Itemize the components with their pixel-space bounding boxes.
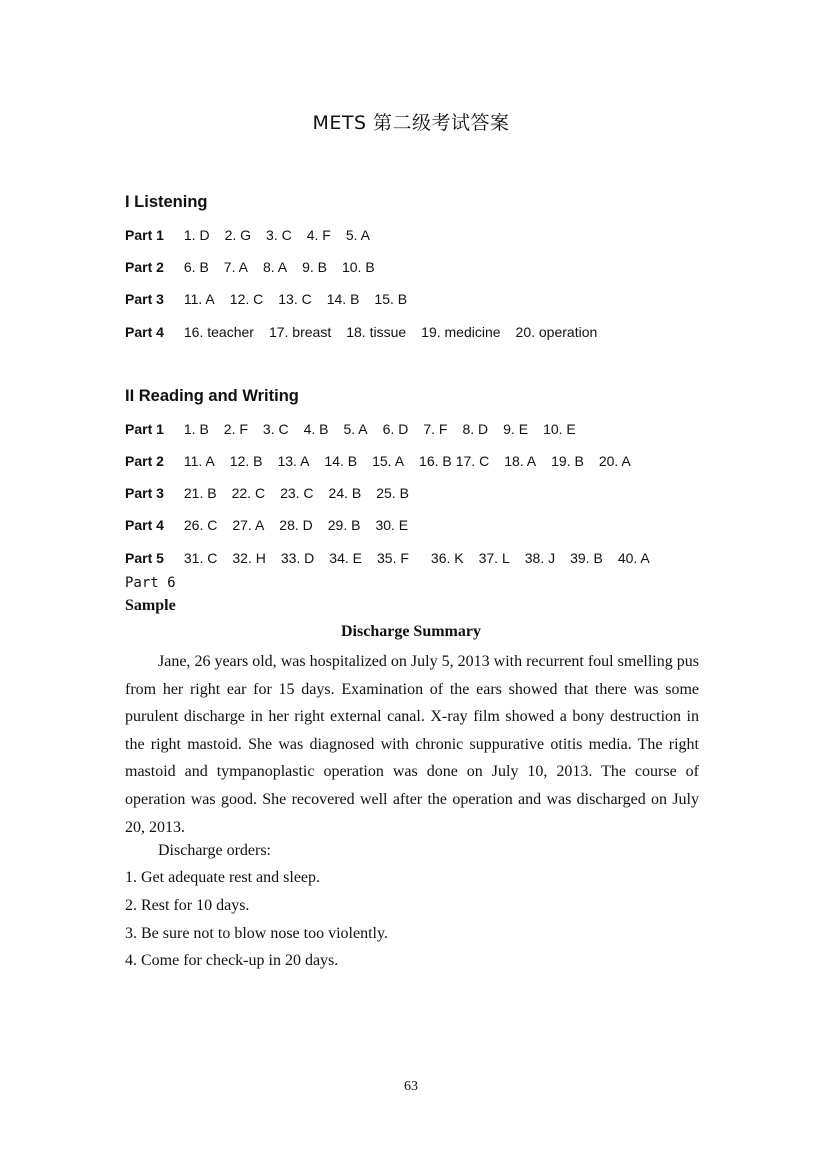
summary-paragraph: Jane, 26 years old, was hospitalized on July 5, 2013 with recurrent foul smelling pus from her right ear for 15 days. Examination of the ears showed that there was some purulent discharge in her right external canal. X-ray film showed a bony destruction in the right mastoid. She was diagnosed with chronic suppurative otitis media. The right mastoid and tympanoplastic operation was done on July 10, 2013. The course of operation was good. She recovered well after the operation and was discharged on July 20, 2013.	[125, 653, 699, 836]
answer: 17. breast	[268, 324, 332, 340]
part-label: Part 2	[125, 259, 164, 275]
answer: 13. A	[277, 453, 310, 469]
page-number: 63	[404, 1079, 418, 1094]
part-label: Part 5	[125, 550, 164, 566]
answer: 19. medicine	[421, 324, 501, 340]
answer: 29. B	[327, 517, 361, 533]
answer: 8. D	[462, 421, 489, 437]
answer: 3. C	[262, 421, 289, 437]
listening-heading: I Listening	[125, 193, 208, 211]
answer: 36. K	[430, 550, 464, 566]
answer: 11. A	[183, 291, 215, 307]
answer: 33. D	[280, 550, 315, 566]
answer: 38. J	[524, 550, 556, 566]
answer: 1. B	[183, 421, 209, 437]
answer: 5. A	[345, 227, 370, 243]
answer: 5. A	[343, 421, 368, 437]
answer: 16. B	[419, 453, 452, 469]
answer: 11. A	[183, 453, 215, 469]
discharge-orders-heading: Discharge orders:	[158, 842, 271, 859]
answer: 9. B	[302, 259, 327, 275]
reading-part-4-row	[125, 517, 423, 537]
answer: 16. teacher	[183, 324, 254, 340]
answer: 13. C	[278, 291, 312, 307]
listening-part-3-row	[125, 291, 422, 311]
answer: 4. F	[306, 227, 331, 243]
answer: 12. B	[229, 453, 263, 469]
reading-part-2-row	[125, 453, 646, 473]
summary-title: Discharge Summary	[341, 623, 481, 640]
discharge-order-item: 2. Rest for 10 days.	[125, 897, 250, 914]
answer: 37. L	[478, 550, 510, 566]
answer: 12. C	[229, 291, 264, 307]
answer: 14. B	[324, 453, 358, 469]
discharge-order-item: 4. Come for check-up in 20 days.	[125, 952, 339, 969]
answer: 15. A	[372, 453, 405, 469]
answer: 34. E	[329, 550, 362, 566]
part-label: Part 1	[125, 227, 164, 243]
answer: 10. B	[341, 259, 375, 275]
answer: 15. B	[374, 291, 408, 307]
discharge-order-item: 3. Be sure not to blow nose too violently.	[125, 925, 388, 942]
answer: 18. tissue	[346, 324, 407, 340]
answer: 7. F	[423, 421, 448, 437]
answer: 2. F	[223, 421, 248, 437]
answer: 20. operation	[515, 324, 598, 340]
answer: 22. C	[231, 485, 266, 501]
answer: 39. B	[570, 550, 603, 566]
answer: 26. C	[183, 517, 218, 533]
part-label: Part 2	[125, 453, 164, 469]
answer: 40. A	[617, 550, 650, 566]
answer: 6. D	[382, 421, 409, 437]
answer: 10. E	[543, 421, 576, 437]
part-label: Part 3	[125, 485, 164, 501]
listening-part-2-row	[125, 259, 390, 279]
answer: 2. G	[224, 227, 252, 243]
answer: 20. A	[598, 453, 631, 469]
reading-part-3-row	[125, 485, 424, 505]
answer: 1. D	[183, 227, 210, 243]
answer: 23. C	[280, 485, 314, 501]
answer: 9. E	[503, 421, 529, 437]
answer: 21. B	[183, 485, 217, 501]
answer: 28. D	[279, 517, 313, 533]
answer: 3. C	[266, 227, 292, 243]
summary-body	[125, 648, 699, 841]
reading-part-5-row	[125, 550, 665, 570]
reading-part-1-row	[125, 421, 591, 441]
answer: 31. C	[183, 550, 218, 566]
answer: 14. B	[326, 291, 360, 307]
discharge-order-item: 1. Get adequate rest and sleep.	[125, 869, 321, 886]
answer: 30. E	[375, 517, 409, 533]
part-label: Part 4	[125, 517, 164, 533]
answer: 7. A	[223, 259, 248, 275]
part-label: Part 1	[125, 421, 164, 437]
answer: 4. B	[303, 421, 329, 437]
reading-writing-heading: II Reading and Writing	[125, 387, 299, 405]
answer: 24. B	[328, 485, 362, 501]
answer: 19. B	[551, 453, 584, 469]
part-6-label: Part 6	[125, 575, 176, 591]
listening-part-1-row	[125, 227, 385, 247]
part-label: Part 4	[125, 324, 164, 340]
answer: 25. B	[376, 485, 409, 501]
answer: 8. A	[262, 259, 288, 275]
answer: 32. H	[232, 550, 266, 566]
answer: 6. B	[183, 259, 209, 275]
answer: 17. C	[455, 453, 490, 469]
answer: 27. A	[232, 517, 265, 533]
answer: 18. A	[504, 453, 537, 469]
part-label: Part 3	[125, 291, 164, 307]
sample-label: Sample	[125, 597, 176, 614]
page-title: METS 第二级考试答案	[312, 112, 510, 134]
listening-part-4-row	[125, 324, 612, 344]
answer: 35. F	[377, 550, 409, 566]
